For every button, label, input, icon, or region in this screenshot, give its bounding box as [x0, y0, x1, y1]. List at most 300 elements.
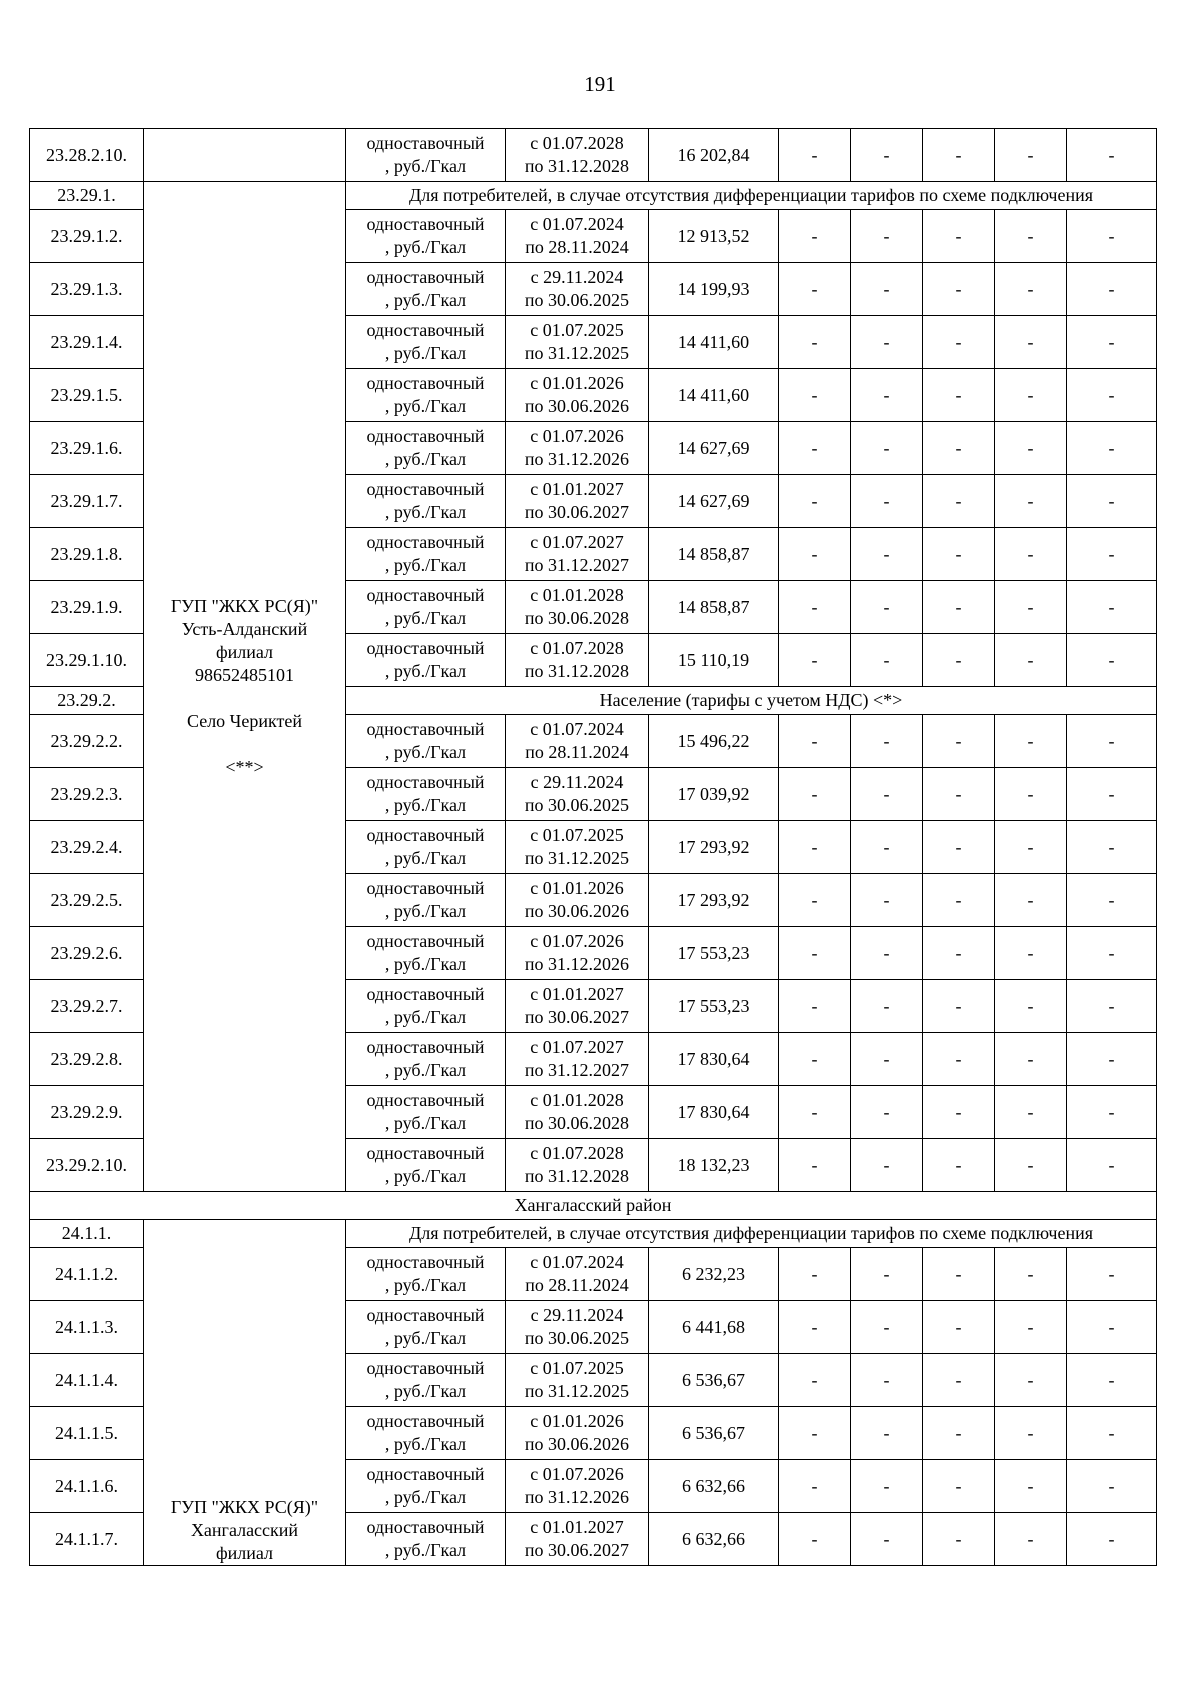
- empty-value-cell: -: [923, 634, 995, 687]
- section-title: Хангаласский район: [30, 1192, 1157, 1220]
- tariff-kind: [346, 768, 506, 821]
- empty-value-cell: -: [779, 927, 851, 980]
- tariff-period-line: с 01.07.2028: [530, 133, 624, 153]
- empty-value-cell: -: [1067, 1513, 1157, 1566]
- tariff-kind: [346, 1248, 506, 1301]
- tariff-value: 15 496,22: [649, 715, 779, 768]
- empty-value-cell: -: [779, 634, 851, 687]
- tariff-kind-line: , руб./Гкал: [384, 1007, 467, 1027]
- empty-value-cell: -: [851, 210, 923, 263]
- tariff-period-line: по 30.06.2026: [524, 396, 630, 416]
- empty-value-cell: -: [995, 715, 1067, 768]
- tariff-period-line: по 31.12.2026: [524, 449, 630, 469]
- organization-line: Усть-Алданский: [181, 618, 308, 639]
- organization-line: [147, 687, 342, 710]
- empty-value-cell: -: [1067, 1033, 1157, 1086]
- empty-value-cell: -: [779, 263, 851, 316]
- empty-value-cell: -: [851, 1086, 923, 1139]
- tariff-kind-line: одноставочный: [366, 1411, 485, 1431]
- tariff-kind-line: одноставочный: [366, 931, 485, 951]
- tariff-row: [30, 129, 1157, 182]
- empty-value-cell: -: [1067, 316, 1157, 369]
- tariff-kind: [346, 1086, 506, 1139]
- tariff-kind-line: , руб./Гкал: [384, 156, 467, 176]
- empty-value-cell: -: [1067, 634, 1157, 687]
- tariff-value: 14 411,60: [649, 316, 779, 369]
- empty-value-cell: -: [1067, 129, 1157, 182]
- empty-value-cell: -: [995, 768, 1067, 821]
- empty-value-cell: -: [1067, 821, 1157, 874]
- empty-value-cell: -: [779, 422, 851, 475]
- empty-value-cell: -: [851, 927, 923, 980]
- tariff-kind: [346, 1460, 506, 1513]
- empty-value-cell: -: [779, 768, 851, 821]
- tariff-period-line: с 01.01.2027: [530, 479, 624, 499]
- tariff-kind: [346, 210, 506, 263]
- tariff-period-line: по 31.12.2025: [524, 343, 630, 363]
- tariff-kind-line: , руб./Гкал: [384, 742, 467, 762]
- tariff-period-line: с 29.11.2024: [530, 267, 624, 287]
- empty-value-cell: -: [923, 821, 995, 874]
- empty-value-cell: -: [779, 528, 851, 581]
- tariff-kind: [346, 715, 506, 768]
- empty-value-cell: -: [995, 821, 1067, 874]
- page-number: 191: [584, 72, 616, 96]
- tariff-period-line: по 30.06.2028: [524, 608, 630, 628]
- tariff-kind-line: , руб./Гкал: [384, 1487, 467, 1507]
- organization-cell: [144, 129, 346, 182]
- tariff-kind: [346, 874, 506, 927]
- row-number: 23.29.2.6.: [30, 927, 144, 980]
- row-number: 23.29.1.6.: [30, 422, 144, 475]
- tariff-period-line: по 30.06.2027: [524, 1540, 630, 1560]
- tariff-kind: [346, 316, 506, 369]
- empty-value-cell: -: [779, 1086, 851, 1139]
- tariff-period: [506, 263, 649, 316]
- empty-value-cell: -: [779, 1301, 851, 1354]
- tariff-period: [506, 129, 649, 182]
- empty-value-cell: -: [995, 1460, 1067, 1513]
- tariff-kind: [346, 1407, 506, 1460]
- empty-value-cell: -: [851, 129, 923, 182]
- section-row: [30, 1192, 1157, 1220]
- tariff-period-line: по 31.12.2026: [524, 1487, 630, 1507]
- empty-value-cell: -: [923, 1139, 995, 1192]
- tariff-kind-line: одноставочный: [366, 878, 485, 898]
- tariff-kind: [346, 369, 506, 422]
- empty-value-cell: -: [995, 634, 1067, 687]
- empty-value-cell: -: [923, 129, 995, 182]
- empty-value-cell: -: [923, 581, 995, 634]
- tariff-kind-line: одноставочный: [366, 1464, 485, 1484]
- empty-value-cell: -: [923, 1513, 995, 1566]
- tariff-kind-line: одноставочный: [366, 638, 485, 658]
- tariff-period: [506, 715, 649, 768]
- empty-value-cell: -: [779, 1354, 851, 1407]
- tariff-period-line: с 01.07.2028: [530, 638, 624, 658]
- empty-value-cell: -: [851, 528, 923, 581]
- organization-line: [147, 733, 342, 756]
- row-number: 23.29.2.3.: [30, 768, 144, 821]
- tariff-period-line: с 01.01.2027: [530, 1517, 624, 1537]
- tariff-kind-line: одноставочный: [366, 772, 485, 792]
- tariff-kind: [346, 927, 506, 980]
- tariff-period-line: с 01.07.2027: [530, 532, 624, 552]
- empty-value-cell: -: [779, 874, 851, 927]
- empty-value-cell: -: [779, 369, 851, 422]
- tariff-kind-line: , руб./Гкал: [384, 555, 467, 575]
- tariff-kind-line: , руб./Гкал: [384, 901, 467, 921]
- tariff-period: [506, 422, 649, 475]
- tariff-value: 17 830,64: [649, 1033, 779, 1086]
- tariff-kind-line: одноставочный: [366, 267, 485, 287]
- tariff-period: [506, 927, 649, 980]
- tariff-value: 14 199,93: [649, 263, 779, 316]
- tariff-kind-line: одноставочный: [366, 585, 485, 605]
- row-number: 23.29.1.2.: [30, 210, 144, 263]
- row-number: 23.29.2.9.: [30, 1086, 144, 1139]
- tariff-period: [506, 1033, 649, 1086]
- empty-value-cell: -: [923, 1301, 995, 1354]
- tariff-period-line: по 30.06.2026: [524, 1434, 630, 1454]
- tariff-value: 15 110,19: [649, 634, 779, 687]
- empty-value-cell: -: [923, 1248, 995, 1301]
- tariff-period-line: с 01.01.2028: [530, 585, 624, 605]
- tariff-kind-line: , руб./Гкал: [384, 1166, 467, 1186]
- empty-value-cell: -: [851, 316, 923, 369]
- tariff-period-line: с 01.01.2027: [530, 984, 624, 1004]
- tariff-value: 17 293,92: [649, 874, 779, 927]
- group-label: Для потребителей, в случае отсутствия дифференциации тарифов по схеме подключения: [346, 1220, 1157, 1248]
- empty-value-cell: -: [851, 1248, 923, 1301]
- empty-value-cell: -: [995, 475, 1067, 528]
- tariff-value: 17 293,92: [649, 821, 779, 874]
- group-label: Население (тарифы с учетом НДС) <*>: [346, 687, 1157, 715]
- tariff-period-line: по 31.12.2025: [524, 1381, 630, 1401]
- tariff-period-line: по 30.06.2026: [524, 901, 630, 921]
- tariff-value: 6 441,68: [649, 1301, 779, 1354]
- tariff-kind-line: , руб./Гкал: [384, 502, 467, 522]
- empty-value-cell: -: [923, 980, 995, 1033]
- tariff-kind-line: одноставочный: [366, 1305, 485, 1325]
- tariff-kind: [346, 475, 506, 528]
- empty-value-cell: -: [1067, 715, 1157, 768]
- tariff-period-line: с 01.01.2026: [530, 1411, 624, 1431]
- empty-value-cell: -: [1067, 581, 1157, 634]
- empty-value-cell: -: [851, 263, 923, 316]
- group-header-row: [30, 182, 1157, 210]
- empty-value-cell: -: [779, 1139, 851, 1192]
- row-number: 24.1.1.2.: [30, 1248, 144, 1301]
- empty-value-cell: -: [923, 475, 995, 528]
- tariff-period: [506, 1407, 649, 1460]
- empty-value-cell: -: [851, 1301, 923, 1354]
- empty-value-cell: -: [779, 1460, 851, 1513]
- empty-value-cell: -: [779, 475, 851, 528]
- empty-value-cell: -: [923, 316, 995, 369]
- tariff-kind-line: , руб./Гкал: [384, 954, 467, 974]
- empty-value-cell: -: [923, 422, 995, 475]
- empty-value-cell: -: [1067, 980, 1157, 1033]
- empty-value-cell: -: [1067, 1139, 1157, 1192]
- tariff-value: 17 039,92: [649, 768, 779, 821]
- tariff-kind-line: одноставочный: [366, 1517, 485, 1537]
- tariff-period-line: по 28.11.2024: [525, 1275, 629, 1295]
- tariff-period-line: с 01.07.2028: [530, 1143, 624, 1163]
- empty-value-cell: -: [851, 874, 923, 927]
- tariff-kind-line: , руб./Гкал: [384, 795, 467, 815]
- tariff-value: 6 536,67: [649, 1354, 779, 1407]
- tariff-kind: [346, 1513, 506, 1566]
- tariff-kind: [346, 263, 506, 316]
- tariff-kind-line: одноставочный: [366, 133, 485, 153]
- empty-value-cell: -: [1067, 422, 1157, 475]
- tariff-period: [506, 1301, 649, 1354]
- tariff-kind-line: , руб./Гкал: [384, 1434, 467, 1454]
- tariff-kind-line: , руб./Гкал: [384, 661, 467, 681]
- empty-value-cell: -: [923, 263, 995, 316]
- tariff-period: [506, 316, 649, 369]
- tariff-period-line: по 30.06.2027: [524, 1007, 630, 1027]
- tariff-kind-line: одноставочный: [366, 1252, 485, 1272]
- tariff-period-line: с 29.11.2024: [530, 1305, 624, 1325]
- empty-value-cell: -: [995, 263, 1067, 316]
- tariff-period-line: с 01.01.2028: [530, 1090, 624, 1110]
- empty-value-cell: -: [1067, 1248, 1157, 1301]
- tariff-value: 12 913,52: [649, 210, 779, 263]
- empty-value-cell: -: [851, 1460, 923, 1513]
- tariff-kind-line: одноставочный: [366, 426, 485, 446]
- tariff-kind-line: , руб./Гкал: [384, 1540, 467, 1560]
- tariff-kind-line: , руб./Гкал: [384, 1060, 467, 1080]
- group-label: Для потребителей, в случае отсутствия дифференциации тарифов по схеме подключения: [346, 182, 1157, 210]
- empty-value-cell: -: [923, 874, 995, 927]
- empty-value-cell: -: [995, 210, 1067, 263]
- empty-value-cell: -: [779, 316, 851, 369]
- tariff-kind-line: , руб./Гкал: [384, 608, 467, 628]
- empty-value-cell: -: [995, 581, 1067, 634]
- empty-value-cell: -: [779, 821, 851, 874]
- tariff-value: 6 632,66: [649, 1513, 779, 1566]
- tariff-kind-line: одноставочный: [366, 214, 485, 234]
- empty-value-cell: -: [1067, 369, 1157, 422]
- empty-value-cell: -: [1067, 1407, 1157, 1460]
- empty-value-cell: -: [923, 210, 995, 263]
- row-number: 23.28.2.10.: [30, 129, 144, 182]
- empty-value-cell: -: [779, 1407, 851, 1460]
- row-number: 23.29.1.3.: [30, 263, 144, 316]
- tariff-value: 17 830,64: [649, 1086, 779, 1139]
- empty-value-cell: -: [995, 369, 1067, 422]
- empty-value-cell: -: [923, 1354, 995, 1407]
- tariff-period: [506, 528, 649, 581]
- empty-value-cell: -: [851, 369, 923, 422]
- tariff-kind-line: , руб./Гкал: [384, 1113, 467, 1133]
- empty-value-cell: -: [923, 715, 995, 768]
- empty-value-cell: -: [1067, 1354, 1157, 1407]
- tariff-value: 6 536,67: [649, 1407, 779, 1460]
- empty-value-cell: -: [851, 821, 923, 874]
- tariff-kind: [346, 581, 506, 634]
- empty-value-cell: -: [995, 1407, 1067, 1460]
- tariff-period: [506, 874, 649, 927]
- tariff-value: 14 411,60: [649, 369, 779, 422]
- tariff-value: 14 858,87: [649, 528, 779, 581]
- tariff-kind-line: , руб./Гкал: [384, 1328, 467, 1348]
- row-number: 23.29.1.10.: [30, 634, 144, 687]
- empty-value-cell: -: [995, 316, 1067, 369]
- row-number: 24.1.1.4.: [30, 1354, 144, 1407]
- empty-value-cell: -: [851, 768, 923, 821]
- tariff-period-line: по 28.11.2024: [525, 742, 629, 762]
- row-number: 24.1.1.5.: [30, 1407, 144, 1460]
- row-number: 23.29.2.7.: [30, 980, 144, 1033]
- empty-value-cell: -: [923, 927, 995, 980]
- organization-line: ГУП "ЖКХ РС(Я)": [170, 595, 319, 616]
- tariff-period: [506, 1354, 649, 1407]
- tariff-period-line: по 31.12.2028: [524, 1166, 630, 1186]
- empty-value-cell: -: [995, 422, 1067, 475]
- row-number: 24.1.1.3.: [30, 1301, 144, 1354]
- row-number: 23.29.1.9.: [30, 581, 144, 634]
- row-number: 24.1.1.7.: [30, 1513, 144, 1566]
- empty-value-cell: -: [923, 369, 995, 422]
- tariff-period-line: по 30.06.2025: [524, 795, 630, 815]
- row-number: 23.29.2.: [30, 687, 144, 715]
- empty-value-cell: -: [995, 1248, 1067, 1301]
- tariff-table-body: [30, 129, 1157, 1566]
- empty-value-cell: -: [779, 581, 851, 634]
- tariff-period-line: по 30.06.2025: [524, 290, 630, 310]
- empty-value-cell: -: [923, 768, 995, 821]
- empty-value-cell: -: [851, 581, 923, 634]
- tariff-period-line: с 01.07.2024: [530, 1252, 624, 1272]
- tariff-value: 6 632,66: [649, 1460, 779, 1513]
- tariff-period-line: с 01.07.2026: [530, 1464, 624, 1484]
- tariff-kind-line: одноставочный: [366, 479, 485, 499]
- empty-value-cell: -: [851, 715, 923, 768]
- tariff-period: [506, 1248, 649, 1301]
- tariff-period-line: по 30.06.2027: [524, 502, 630, 522]
- tariff-kind-line: одноставочный: [366, 825, 485, 845]
- row-number: 23.29.2.8.: [30, 1033, 144, 1086]
- empty-value-cell: -: [995, 129, 1067, 182]
- tariff-value: 18 132,23: [649, 1139, 779, 1192]
- tariff-kind-line: одноставочный: [366, 1090, 485, 1110]
- tariff-kind-line: , руб./Гкал: [384, 848, 467, 868]
- row-number: 23.29.1.5.: [30, 369, 144, 422]
- tariff-kind: [346, 422, 506, 475]
- tariff-period: [506, 634, 649, 687]
- tariff-kind-line: , руб./Гкал: [384, 290, 467, 310]
- empty-value-cell: -: [779, 1513, 851, 1566]
- empty-value-cell: -: [1067, 528, 1157, 581]
- tariff-kind-line: , руб./Гкал: [384, 237, 467, 257]
- tariff-period-line: с 01.07.2025: [530, 320, 624, 340]
- empty-value-cell: -: [1067, 768, 1157, 821]
- empty-value-cell: -: [1067, 210, 1157, 263]
- row-number: 23.29.1.7.: [30, 475, 144, 528]
- tariff-period: [506, 1460, 649, 1513]
- empty-value-cell: -: [779, 129, 851, 182]
- tariff-period-line: с 01.01.2026: [530, 878, 624, 898]
- tariff-value: 14 858,87: [649, 581, 779, 634]
- row-number: 23.29.1.4.: [30, 316, 144, 369]
- empty-value-cell: -: [995, 874, 1067, 927]
- tariff-period: [506, 475, 649, 528]
- tariff-value: 16 202,84: [649, 129, 779, 182]
- tariff-period-line: по 31.12.2028: [524, 156, 630, 176]
- row-number: 23.29.2.10.: [30, 1139, 144, 1192]
- tariff-kind-line: одноставочный: [366, 984, 485, 1004]
- empty-value-cell: -: [851, 1513, 923, 1566]
- empty-value-cell: -: [995, 927, 1067, 980]
- tariff-period-line: по 28.11.2024: [525, 237, 629, 257]
- empty-value-cell: -: [779, 715, 851, 768]
- empty-value-cell: -: [923, 528, 995, 581]
- tariff-period-line: с 01.07.2027: [530, 1037, 624, 1057]
- empty-value-cell: -: [923, 1460, 995, 1513]
- tariff-kind-line: одноставочный: [366, 1037, 485, 1057]
- tariff-kind: [346, 634, 506, 687]
- tariff-period-line: по 31.12.2025: [524, 848, 630, 868]
- tariff-table: [29, 128, 1157, 1566]
- tariff-period: [506, 821, 649, 874]
- empty-value-cell: -: [923, 1407, 995, 1460]
- empty-value-cell: -: [851, 422, 923, 475]
- tariff-kind-line: одноставочный: [366, 532, 485, 552]
- tariff-period-line: с 01.07.2024: [530, 214, 624, 234]
- empty-value-cell: -: [1067, 1460, 1157, 1513]
- empty-value-cell: -: [995, 528, 1067, 581]
- empty-value-cell: -: [1067, 927, 1157, 980]
- empty-value-cell: -: [995, 1354, 1067, 1407]
- tariff-period: [506, 210, 649, 263]
- tariff-period-line: с 01.07.2025: [530, 825, 624, 845]
- tariff-kind-line: , руб./Гкал: [384, 1275, 467, 1295]
- empty-value-cell: -: [779, 1248, 851, 1301]
- empty-value-cell: -: [851, 1407, 923, 1460]
- organization-line: филиал: [215, 1543, 274, 1563]
- empty-value-cell: -: [995, 1139, 1067, 1192]
- tariff-period-line: по 31.12.2027: [524, 555, 630, 575]
- tariff-kind-line: , руб./Гкал: [384, 396, 467, 416]
- tariff-period: [506, 980, 649, 1033]
- tariff-period: [506, 1086, 649, 1139]
- empty-value-cell: -: [923, 1033, 995, 1086]
- tariff-kind-line: одноставочный: [366, 320, 485, 340]
- row-number: 23.29.2.5.: [30, 874, 144, 927]
- tariff-value: 14 627,69: [649, 475, 779, 528]
- tariff-period-line: с 01.07.2026: [530, 931, 624, 951]
- tariff-period-line: по 31.12.2028: [524, 661, 630, 681]
- empty-value-cell: -: [995, 1033, 1067, 1086]
- tariff-period: [506, 369, 649, 422]
- tariff-kind-line: одноставочный: [366, 1358, 485, 1378]
- tariff-kind: [346, 821, 506, 874]
- tariff-value: 17 553,23: [649, 927, 779, 980]
- tariff-kind-line: , руб./Гкал: [384, 449, 467, 469]
- empty-value-cell: -: [995, 1513, 1067, 1566]
- organization-line: ГУП "ЖКХ РС(Я)": [170, 1497, 319, 1517]
- tariff-period-line: с 01.07.2026: [530, 426, 624, 446]
- tariff-period-line: по 31.12.2027: [524, 1060, 630, 1080]
- tariff-kind: [346, 980, 506, 1033]
- tariff-period-line: с 01.01.2026: [530, 373, 624, 393]
- empty-value-cell: -: [851, 1354, 923, 1407]
- tariff-period: [506, 768, 649, 821]
- empty-value-cell: -: [851, 980, 923, 1033]
